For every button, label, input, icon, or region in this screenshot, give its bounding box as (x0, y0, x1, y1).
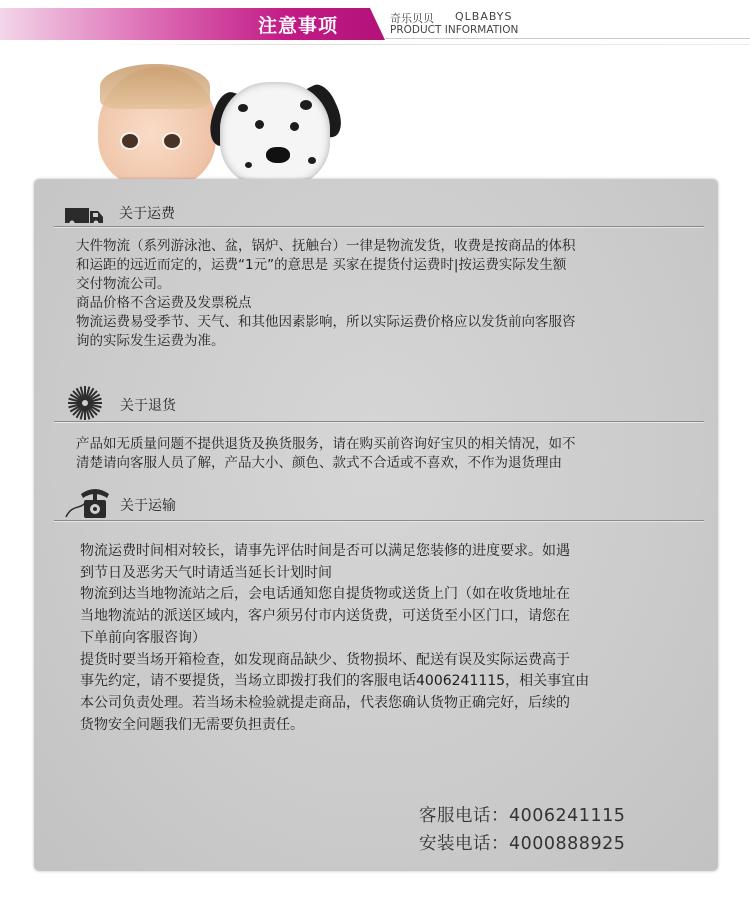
install-phone: 安装电话：4000888925 (419, 834, 626, 854)
page-title: 注意事项 (258, 15, 339, 37)
section-title-transport: 关于运输 (120, 498, 176, 514)
burst-icon (66, 384, 104, 422)
telephone-icon (64, 484, 112, 520)
service-phone: 客服电话：4006241115 (419, 806, 626, 826)
shipping-fee-text: 大件物流（系列游泳池、盆，锅炉、抚触台）一律是物流发货，收费是按商品的体积 和运距的远近而定的，运费“1元”的意思是 买家在提货付运费时|按运费实际发生额 交付物流公司。 商品价格不含运费及发票税点 物流运费易受季节、天气、和其他因素影响，所以实际运费价格应以发货前向客服咨 询的实际发生运费为准。 (76, 238, 576, 349)
header-fade-line (105, 44, 750, 45)
dog-nose (266, 147, 290, 163)
baby-and-dog-photo (70, 62, 350, 182)
header-banner (0, 8, 750, 40)
brand-name-cn: 奇乐贝贝 (390, 12, 434, 25)
header-subtitle: PRODUCT INFORMATION (390, 24, 519, 36)
dalmatian-face (220, 82, 330, 187)
brand-name-en: QLBABYS (455, 10, 513, 23)
truck-icon (65, 205, 105, 225)
section-title-shipping-fee: 关于运费 (119, 206, 175, 222)
section-divider (54, 226, 704, 228)
transport-text: 物流运费时间相对较长，请事先评估时间是否可以满足您装修的进度要求。如遇 到节日及恶劣天气时请适当延长计划时间 物流到达当地物流站之后，会电话通知您自提货物或送货上门（如在收货地址在 当地物流站的派送区域内，客户须另付市内送货费，可送货至小区门口，请您在 下单前向客服咨询） 提货时要当场开箱检查，如发现商品缺少、货物损坏、配送有误及实际运费高于 事先约定，请不要提货，当场立即拨打我们的客服电话4006241115，相关事宜由 本公司负责处理。若当场未检验就提走商品，代表您确认货物正确完好，后续的 货物安全问题我们无需要负担责任。 (80, 543, 590, 733)
section-divider (54, 520, 704, 522)
section-title-returns: 关于退货 (120, 398, 176, 414)
returns-text: 产品如无质量问题不提供退货及换货服务，请在购买前咨询好宝贝的相关情况，如不 清楚请向客服人员了解，产品大小、颜色、款式不合适或不喜欢，不作为退货理由 (76, 436, 576, 471)
baby-eye (120, 132, 140, 150)
notice-panel (34, 179, 718, 871)
baby-eye (162, 132, 182, 150)
header-divider (385, 38, 750, 39)
section-divider (54, 421, 704, 423)
